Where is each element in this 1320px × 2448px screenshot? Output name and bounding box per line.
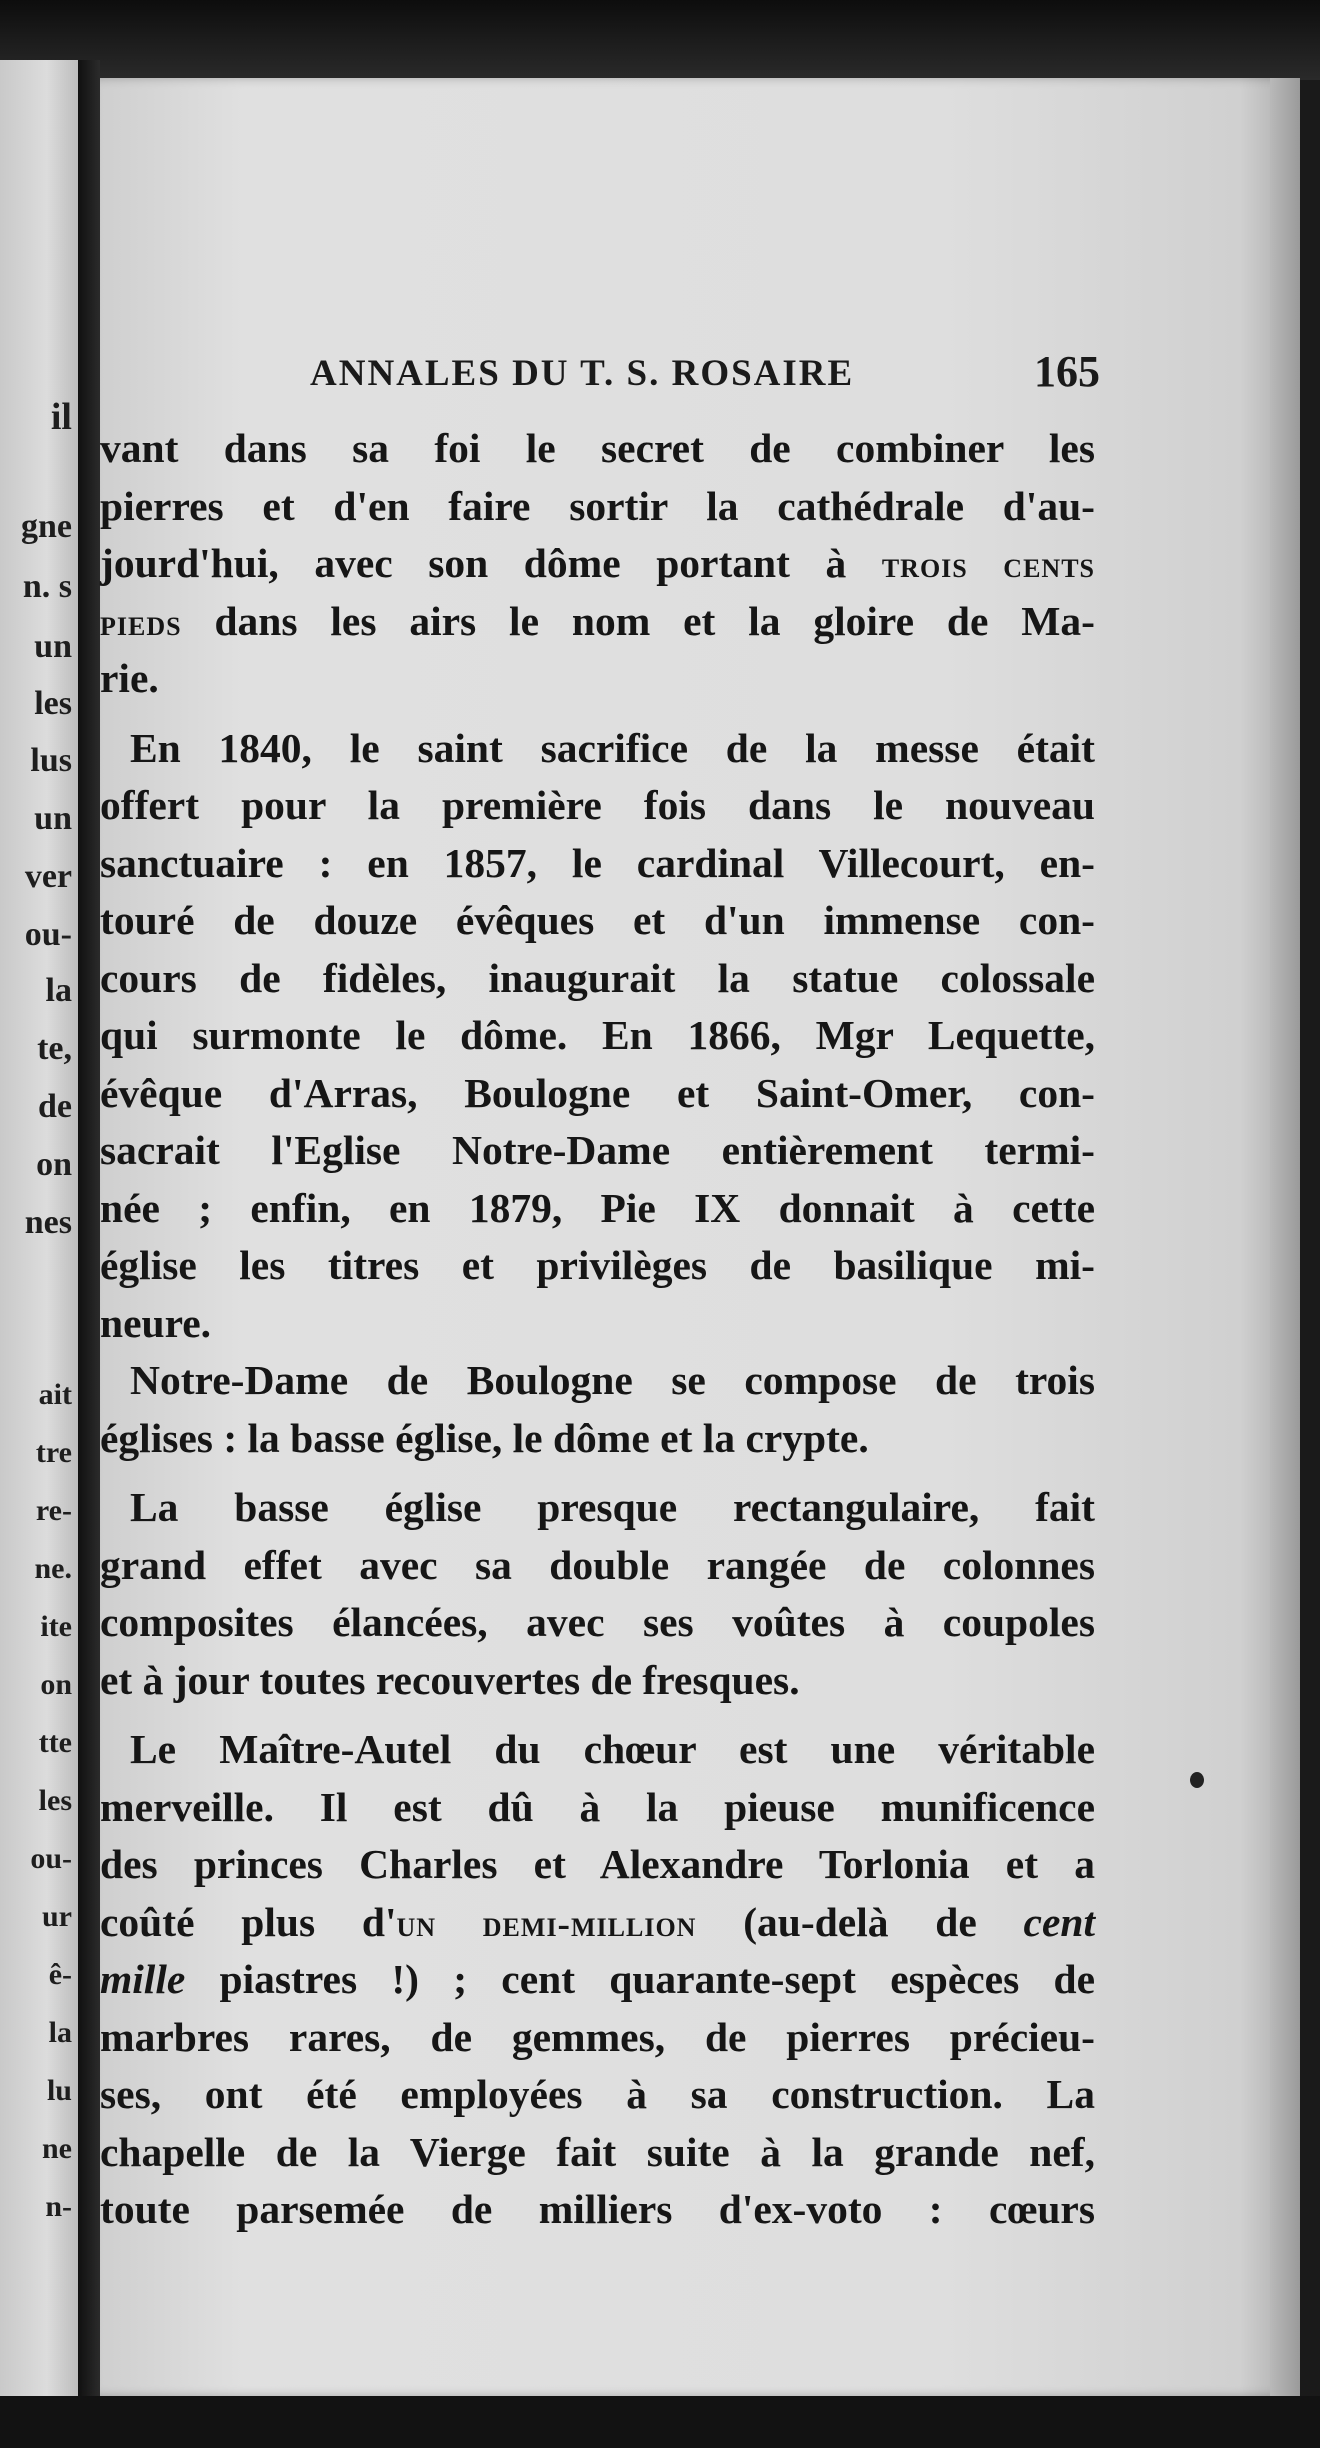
text-run: piastres !) ; cent quarante-sept espèces de [185, 1956, 1095, 2002]
background-bottom [0, 2396, 1320, 2448]
small-caps-run: un demi-million [396, 1903, 697, 1945]
facing-page-word: ne [42, 2132, 72, 2165]
text-line: et à jour toutes recouvertes de fresques. [100, 1656, 800, 1703]
facing-page-word: ê- [48, 1958, 72, 1991]
text-line: offert pour la première fois dans le nouveau [100, 782, 1095, 828]
text-line: qui surmonte le dôme. En 1866, Mgr Lequette, [100, 1012, 1095, 1058]
facing-page-fragment [0, 60, 78, 2400]
text-line: évêque d'Arras, Boulogne et Saint-Omer, con- [100, 1069, 1095, 1116]
text-line: merveille. Il est dû à la pieuse munificence [100, 1783, 1095, 1830]
facing-page-word: les [38, 1784, 72, 1817]
ink-speck [1190, 1772, 1204, 1788]
text-line: ses, ont été employées à sa construction. La [100, 2071, 1095, 2117]
facing-page-word: un [34, 800, 72, 837]
text-line: des princes Charles et Alexandre Torlonia et a [100, 1841, 1095, 1887]
text-line: églises : la basse église, le dôme et la crypte. [100, 1414, 869, 1461]
facing-page-word: ou- [24, 916, 72, 953]
text-line: vant dans sa foi le secret de combiner les [100, 425, 1095, 471]
facing-page-word: il [50, 396, 72, 438]
facing-page-word: tte [38, 1726, 72, 1759]
small-caps-run: pieds [100, 602, 182, 644]
facing-page-word: nes [24, 1204, 72, 1241]
text-line: Le Maître-Autel du chœur est une véritable [130, 1726, 1095, 1772]
text-line: composites élancées, avec ses voûtes à coupoles [100, 1599, 1095, 1645]
text-line: touré de douze évêques et d'un immense con- [100, 897, 1095, 943]
text-run: jourd'hui, avec son dôme portant à [100, 540, 882, 586]
text-line: neure. [100, 1299, 212, 1346]
text-line [100, 535, 1095, 593]
text-line: chapelle de la Vierge fait suite à la grande nef, [100, 2128, 1095, 2175]
book-gutter [78, 60, 100, 2400]
text-line: La basse église presque rectangulaire, fait [130, 1484, 1095, 1530]
text-line: pierres et d'en faire sortir la cathédrale d'au- [100, 482, 1095, 529]
text-line: sanctuaire : en 1857, le cardinal Villecourt, en- [100, 839, 1095, 886]
text-line: église les titres et privilèges de basilique mi- [100, 1242, 1095, 1288]
running-title: ANNALES DU T. S. ROSAIRE [310, 353, 855, 394]
facing-page-word: tre [35, 1436, 72, 1469]
facing-page-word: n. s [22, 568, 72, 605]
facing-page-word: de [38, 1088, 72, 1125]
background-top [0, 0, 1320, 80]
facing-page-word: on [36, 1146, 72, 1183]
small-caps-run: trois cents [881, 545, 1095, 586]
paragraph [100, 720, 1095, 1353]
body-text [100, 420, 1095, 2239]
text-run: coûté plus d' [100, 1898, 397, 1945]
facing-page-word: te, [37, 1030, 72, 1067]
page-number: 165 [1034, 347, 1100, 396]
facing-page-word: lus [30, 742, 72, 779]
text-line: rie. [100, 655, 159, 701]
text-line: toute parsemée de milliers d'ex-voto : cœurs [100, 2186, 1095, 2232]
facing-page-word: n- [45, 2190, 72, 2223]
facing-page-word: ne. [34, 1552, 72, 1585]
text-line: marbres rares, de gemmes, de pierres précieu- [100, 2013, 1095, 2060]
text-line: Notre-Dame de Boulogne se compose de trois [130, 1357, 1095, 1403]
italic-run: mille [100, 1956, 186, 2002]
text-line: sacrait l'Eglise Notre-Dame entièrement termi- [100, 1127, 1095, 1173]
facing-page-word: les [34, 685, 72, 722]
facing-page-word: la [45, 972, 72, 1009]
facing-page-word: ou- [30, 1842, 72, 1875]
text-line: cours de fidèles, inaugurait la statue colossale [100, 954, 1095, 1001]
text-line [100, 593, 1095, 651]
text-line: née ; enfin, en 1879, Pie IX donnait à cette [100, 1184, 1095, 1231]
paragraph [100, 1721, 1095, 2239]
text-run: (au-delà de [696, 1898, 1024, 1945]
facing-page-word: la [48, 2016, 72, 2049]
paragraph [100, 1352, 1095, 1467]
text-run: dans les airs le nom et la gloire de Ma- [181, 597, 1095, 644]
facing-page-word: on [40, 1668, 72, 1701]
paragraph [100, 1479, 1095, 1709]
facing-page-word: lu [46, 2074, 72, 2107]
facing-page-word: gne [21, 508, 72, 545]
facing-page-word: ver [24, 858, 72, 895]
text-line [100, 1951, 1095, 2009]
page-edge [1270, 78, 1300, 2396]
paragraph [100, 420, 1095, 708]
facing-page-word: ur [42, 1900, 72, 1933]
page-header [210, 347, 1110, 402]
text-line: En 1840, le saint sacrifice de la messe était [130, 724, 1095, 771]
facing-page-word: un [34, 628, 72, 665]
text-line [100, 1894, 1095, 1952]
facing-page-word: re- [35, 1494, 72, 1527]
text-line: grand effet avec sa double rangée de colonnes [100, 1541, 1095, 1588]
facing-page-word: ait [38, 1378, 72, 1411]
facing-page-word: ite [40, 1610, 72, 1643]
italic-run: cent [1023, 1898, 1095, 1945]
